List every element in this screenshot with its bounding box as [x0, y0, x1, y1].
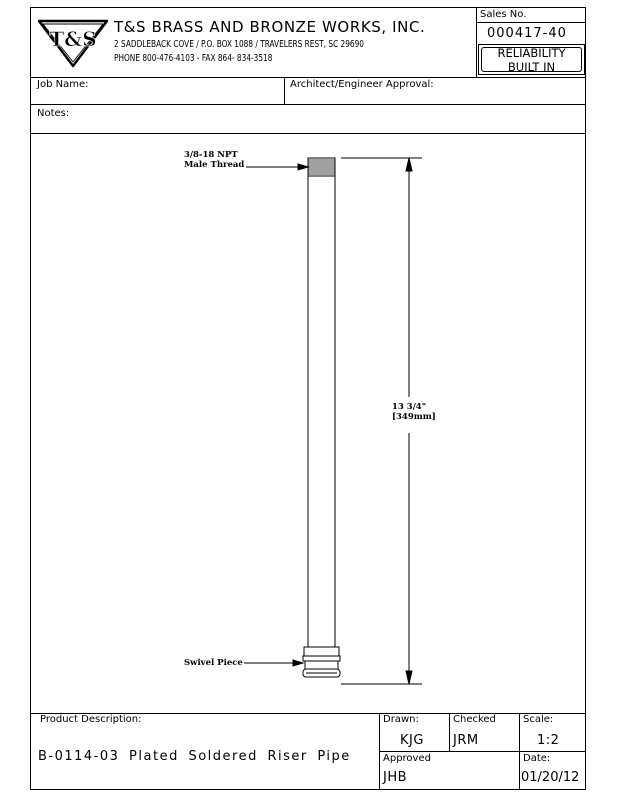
drawn-value: KJG	[400, 733, 424, 748]
approved-label: Approved	[383, 753, 431, 764]
reliability-badge	[478, 44, 585, 75]
drawn-label: Drawn:	[383, 714, 419, 725]
length-mm: [349mm]	[392, 412, 436, 422]
sales-label-line	[476, 22, 586, 23]
sales-number: 000417-40	[487, 26, 567, 41]
approved-value: JHB	[383, 770, 408, 785]
title-divider-2	[449, 713, 450, 751]
swivel-callout: Swivel Piece	[184, 658, 243, 668]
job-row-bottom-line	[30, 104, 586, 105]
scale-value: 1:2	[537, 733, 560, 748]
company-phone: PHONE 800-476-4103 - FAX 864- 834-3518	[114, 53, 273, 64]
reliability-badge-inner	[481, 47, 582, 72]
thread-callout-size: 3/8-18 NPT	[184, 150, 238, 160]
checked-label: Checked	[453, 714, 496, 725]
approval-label: Architect/Engineer Approval:	[290, 79, 434, 90]
date-value: 01/20/12	[521, 770, 580, 785]
badge-line-2: BUILT IN	[507, 59, 556, 74]
sales-no-label: Sales No.	[480, 9, 527, 20]
swivel-piece	[303, 647, 340, 677]
job-approval-divider	[284, 77, 285, 104]
sales-box-divider	[476, 7, 477, 77]
thread-callout-type: Male Thread	[184, 160, 245, 170]
length-inches: 13 3/4"	[392, 402, 427, 412]
riser-pipe-drawing	[30, 133, 586, 713]
date-label: Date:	[523, 753, 551, 764]
notes-label: Notes:	[37, 108, 70, 119]
job-name-label: Job Name:	[37, 79, 89, 90]
thread-callout	[184, 150, 244, 170]
product-description-label: Product Description:	[40, 714, 142, 725]
company-name: T&S BRASS AND BRONZE WORKS, INC.	[114, 18, 426, 36]
checked-value: JRM	[453, 733, 479, 748]
swivel-leader	[244, 660, 303, 666]
logo-text: T&S	[49, 27, 97, 51]
thread-leader	[246, 164, 308, 170]
scale-label: Scale:	[523, 714, 554, 725]
ts-logo	[36, 14, 110, 70]
badge-line-1: RELIABILITY	[497, 45, 566, 60]
pipe-body	[308, 176, 335, 647]
male-thread	[308, 158, 335, 176]
product-description: B-0114-03 Plated Soldered Riser Pipe	[38, 749, 351, 764]
company-address: 2 SADDLEBACK COVE / P.O. BOX 1088 / TRAVELERS REST, SC 29690	[114, 39, 364, 50]
length-dimension-text	[392, 402, 436, 422]
header-bottom-line	[30, 77, 586, 78]
title-block-mid-line	[379, 751, 586, 752]
